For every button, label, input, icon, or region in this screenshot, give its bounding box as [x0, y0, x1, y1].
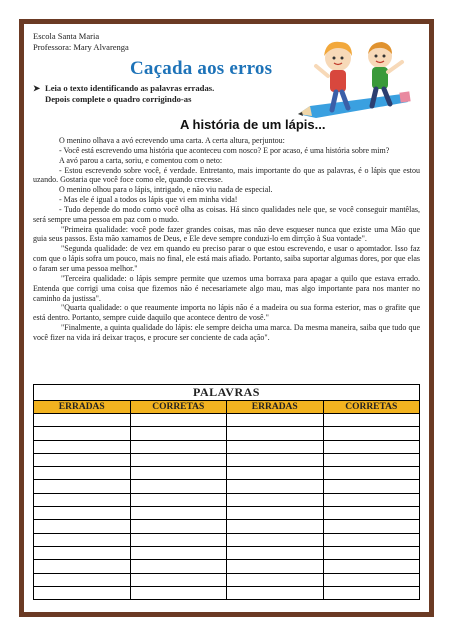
school-name: Escola Santa Maria: [33, 31, 100, 41]
table-row: [34, 520, 420, 533]
answer-cell[interactable]: [34, 533, 131, 546]
story-paragraph: "Terceira qualidade: o lápis sempre permite que uzemos uma borraxa para apagar a quilo que estava errado. Entenda que corrigi uma coisa que fizemos não é necesariamete algo mau, mas algo importante para nos manter no caminho da justissa".: [33, 273, 420, 303]
instruction-line-1: Leia o texto identificando as palavras erradas.: [45, 83, 215, 93]
answer-cell[interactable]: [34, 560, 131, 573]
story-paragraph: A avó parou a carta, soriu, e comentou com o neto:: [59, 155, 223, 165]
answer-cell[interactable]: [130, 586, 227, 599]
answer-cell[interactable]: [34, 414, 131, 427]
story-text: [33, 136, 420, 343]
answer-cell[interactable]: [227, 480, 324, 493]
answer-cell[interactable]: [323, 453, 420, 466]
answer-cell[interactable]: [130, 560, 227, 573]
story-paragraph: - Tudo depende do modo como você olha as coisas. Há sinco qualidades nele que, se você conseguir mantêlas, será sempre uma pessoa em paz com o mudo.: [33, 204, 420, 224]
answer-cell[interactable]: [130, 533, 227, 546]
table-row: [34, 560, 420, 573]
answer-cell[interactable]: [130, 520, 227, 533]
answer-cell[interactable]: [227, 533, 324, 546]
column-header-erradas: ERRADAS: [34, 401, 131, 414]
answer-cell[interactable]: [323, 493, 420, 506]
answer-cell[interactable]: [323, 560, 420, 573]
answer-cell[interactable]: [323, 520, 420, 533]
story-paragraph: "Finalmente, a quinta qualidade do lápis: ele sempre deicha uma marca. Da mesma maneira, saiba que tudo que você fizer na vida irá deixar traços, e procure ser conciente de cada ação".: [33, 323, 420, 342]
answer-cell[interactable]: [34, 586, 131, 599]
answer-cell[interactable]: [34, 520, 131, 533]
answer-cell[interactable]: [34, 440, 131, 453]
table-body: [34, 414, 420, 600]
table-row: [34, 440, 420, 453]
table-row: [34, 427, 420, 440]
answer-cell[interactable]: [130, 427, 227, 440]
page-title: Caçada aos erros: [130, 58, 273, 79]
answer-cell[interactable]: [34, 493, 131, 506]
table-title: PALAVRAS: [34, 385, 420, 401]
answer-cell[interactable]: [323, 586, 420, 599]
girl-figure: [316, 42, 352, 110]
instruction: [33, 83, 214, 105]
answer-cell[interactable]: [227, 507, 324, 520]
school-header: [33, 31, 129, 53]
answer-cell[interactable]: [323, 427, 420, 440]
answer-cell[interactable]: [227, 546, 324, 559]
answer-cell[interactable]: [34, 467, 131, 480]
answer-cell[interactable]: [34, 573, 131, 586]
answer-cell[interactable]: [323, 480, 420, 493]
answer-cell[interactable]: [34, 507, 131, 520]
column-header-corretas: CORRETAS: [323, 401, 420, 414]
answer-cell[interactable]: [130, 493, 227, 506]
answer-cell[interactable]: [130, 453, 227, 466]
story-paragraph: - Estou escrevendo sobre você, é verdade. Entretanto, mais importante do que as palavras, é o lápis que estou uzando. Gostaria que você foce como ele, quando crecesse.: [33, 165, 420, 185]
answer-cell[interactable]: [227, 414, 324, 427]
answer-cell[interactable]: [323, 546, 420, 559]
answer-cell[interactable]: [130, 546, 227, 559]
answer-cell[interactable]: [323, 440, 420, 453]
answer-cell[interactable]: [227, 586, 324, 599]
answer-cell[interactable]: [34, 427, 131, 440]
story-paragraph: - Você está escrevendo uma história que aconteceu com nosco? E por acaso, é uma história sobre mim?: [59, 145, 390, 155]
teacher-name: Professora: Mary Alvarenga: [33, 42, 129, 52]
answer-cell[interactable]: [323, 573, 420, 586]
pencil-icon: [298, 91, 411, 118]
answer-cell[interactable]: [130, 573, 227, 586]
answer-cell[interactable]: [323, 414, 420, 427]
answer-cell[interactable]: [34, 453, 131, 466]
column-header-erradas: ERRADAS: [227, 401, 324, 414]
instruction-line-2: Depois complete o quadro corrigindo-as: [45, 94, 192, 104]
table-row: [34, 453, 420, 466]
story-paragraph: "Segunda qualidade: de vez em quando eu preciso parar o que estou escrevendo, e usar o apomtador. Isso faz com que o lápis sofra um pouco, mais no final, ele está mais afiado. Portanto, saiba suportar algumas dores, por que elas o faram ser uma pessoa melhor.": [33, 244, 420, 273]
table-row: [34, 507, 420, 520]
arrow-bullet-icon: ➤: [33, 83, 41, 93]
table-row: [34, 586, 420, 599]
answer-cell[interactable]: [323, 507, 420, 520]
answer-cell[interactable]: [227, 560, 324, 573]
answer-cell[interactable]: [323, 533, 420, 546]
answer-cell[interactable]: [227, 440, 324, 453]
answer-cell[interactable]: [227, 573, 324, 586]
story-paragraph: - Mas ele é igual a todos os lápis que vi em minha vida!: [59, 195, 238, 205]
answer-cell[interactable]: [130, 414, 227, 427]
table-row: [34, 414, 420, 427]
answer-cell[interactable]: [34, 480, 131, 493]
story-paragraph: O menino olhou para o lápis, intrigado, e não viu nada de especial.: [59, 185, 273, 195]
answer-cell[interactable]: [130, 507, 227, 520]
answer-cell[interactable]: [34, 546, 131, 559]
table-row: [34, 493, 420, 506]
words-table: [33, 384, 420, 600]
answer-cell[interactable]: [130, 467, 227, 480]
story-paragraph: O menino olhava a avó ecrevendo uma carta. A certa altura, perjuntou:: [59, 136, 285, 145]
answer-cell[interactable]: [227, 453, 324, 466]
story-paragraph: "Quarta qualidade: o que reaumente importa no lápis não é a madeira ou sua forma esterior, mas o grafite que está dentro. Portanto, sempre cuide daquilo que acontece dentro de vosê.": [33, 303, 420, 323]
table-row: [34, 480, 420, 493]
kids-on-pencil-illustration: [290, 36, 420, 130]
answer-cell[interactable]: [130, 440, 227, 453]
table-row: [34, 467, 420, 480]
answer-cell[interactable]: [227, 493, 324, 506]
answer-cell[interactable]: [323, 467, 420, 480]
answer-cell[interactable]: [227, 427, 324, 440]
table-row: [34, 533, 420, 546]
answer-cell[interactable]: [227, 467, 324, 480]
answer-cell[interactable]: [227, 520, 324, 533]
table-row: [34, 546, 420, 559]
story-title: A história de um lápis...: [180, 117, 326, 132]
column-header-corretas: CORRETAS: [130, 401, 227, 414]
story-paragraph: "Primeira qualidade: você pode fazer grandes coisas, mas não deve esqueser nunca que eziste uma Mão que guia seus passos. Esta mão xamamos de Deus, e Ele deve sempre conduzi-lo em dirrção à Sua vontade".: [33, 224, 420, 244]
answer-cell[interactable]: [130, 480, 227, 493]
table-row: [34, 573, 420, 586]
